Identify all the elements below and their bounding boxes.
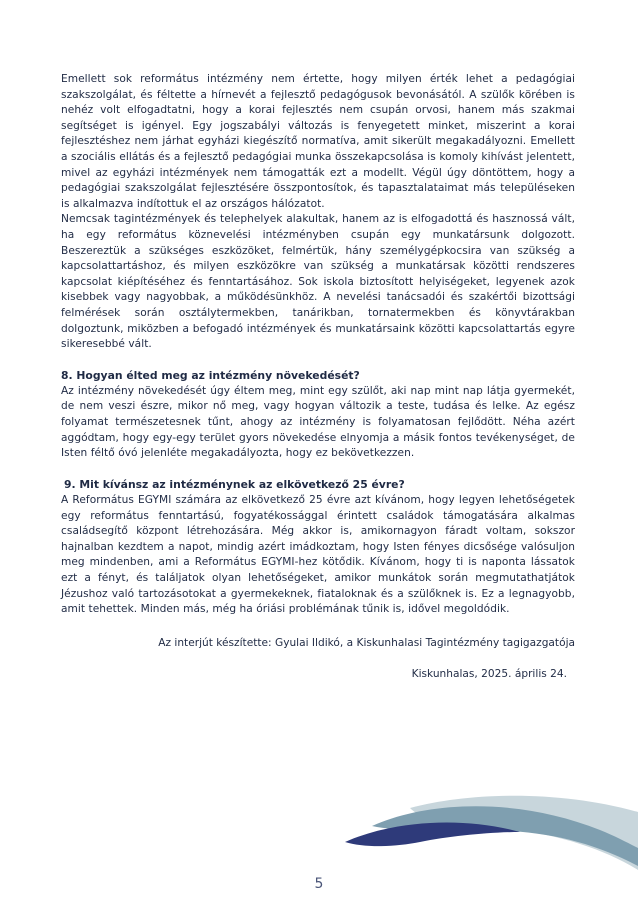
page-number: 5 <box>314 876 324 892</box>
intro-paragraph-1: Emellett sok református intézmény nem értette, hogy milyen érték lehet a pedagógiai szakszolgálat, és féltette a hírnevét a fejlesztő pedagógusok bevonásától. A szülők körében is nehéz volt elfogadtatni, hogy a korai fejlesztés nem csupán orvosi, hanem más szakmai segítséget is igényel. Egy jogszabályi változás is fenyegetett minket, miszerint a korai fejlesztéshez nem járhat egyházi kiegészítő normatíva, amit sikerült megakadályozni. Emellett a szociális ellátás és a fejlesztő pedagógiai munka összekapcsolása is komoly kihívást jelentett, mivel az egyházi intézmények nem támogatták ezt a modellt. Végül úgy döntöttem, hogy a pedagógiai szakszolgálat fejlesztésére összpontosítok, és tapasztalataimat más településeken is alkalmazva indítottuk el az országos hálózatot. <box>61 73 575 210</box>
wave-light-band <box>410 796 638 870</box>
wave-dark-band <box>345 823 520 847</box>
section-8-body: Az intézmény növekedését úgy éltem meg, mint egy szülőt, aki nap mint nap látja gyermekét, de nem veszi észre, mikor nő meg, vagy hogyan változik a teste, tudása és lelke. Az egész folyamat természetesnek tűnt, ahogy az intézmény is folyamatosan fejlődött. Néha azért aggódtam, hogy egy-egy terület gyors növekedése elnyomja a másik fontos tevékenységet, de Isten féltő óvó jelenléte megakadályozta, hogy ez bekövetkezzen. <box>61 384 575 460</box>
section-9-body: A Református EGYMI számára az elkövetkező 25 évre azt kívánom, hogy legyen lehetőségetek egy református fenntartású, fogyatékossággal érintett családok támogatására alkalmas családsegítő központ létrehozására. Még akkor is, amikornagyon fáradt voltam, sokszor hajnalban kezdtem a napot, mindig azért imádkoztam, hogy Isten fényes dicsősége valósuljon meg mindenben, ami a Református EGYMI-hez kötődik. Kívánom, hogy ti is naponta lássatok ezt a fényt, és találjatok olyan lehetőségeket, amikor munkátok során megmutathatjátok Jézushoz való tartozásotokat a gyermekeknek, fiataloknak és a szülőknek is. Ez a legnagyobb, amit tehettek. Minden más, még ha óriási problémának tűnik is, idővel megoldódik. <box>61 494 575 616</box>
spacer <box>61 353 575 369</box>
document-date: Kiskunhalas, 2025. április 24. <box>411 668 567 681</box>
intro-paragraph-2: Nemcsak tagintézmények és telephelyek alakultak, hanem az is elfogadottá és hasznossá vált, ha egy református köznevelési intézményben csupán egy munkatársunk dolgozott. Beszereztük a szükséges eszközöket, felmértük, hány személygépkocsira van szükség a kapcsolattartáshoz, és milyen eszközökre van szükség a munkatársak közötti rendszeres kapcsolat kiépítéséhez és fenntartásához. Sok iskola biztosított helyiségeket, legyenek azok kisebbek vagy nagyobbak, a működésünkhöz. A nevelési tanácsadói és szakértői bizottsági felmérések során osztálytermekben, tanárikban, tornatermekben és könyvtárakban dolgoztunk, miközben a befogadó intézmények és munkatársaink közötti kapcsolattartás egyre sikeresebbé vált. <box>61 213 575 351</box>
wave-mid-band <box>372 806 638 866</box>
section-8-heading: 8. Hogyan élted meg az intézmény növekedését? <box>61 369 360 383</box>
section-9-heading: 9. Mit kívánsz az intézménynek az elkövetkező 25 évre? <box>64 478 405 492</box>
interviewer-signature: Az interjút készítette: Gyulai Ildikó, a Kiskunhalasi Tagintézmény tagigazgatója <box>158 636 575 649</box>
spacer <box>61 462 575 478</box>
document-page <box>61 72 575 683</box>
